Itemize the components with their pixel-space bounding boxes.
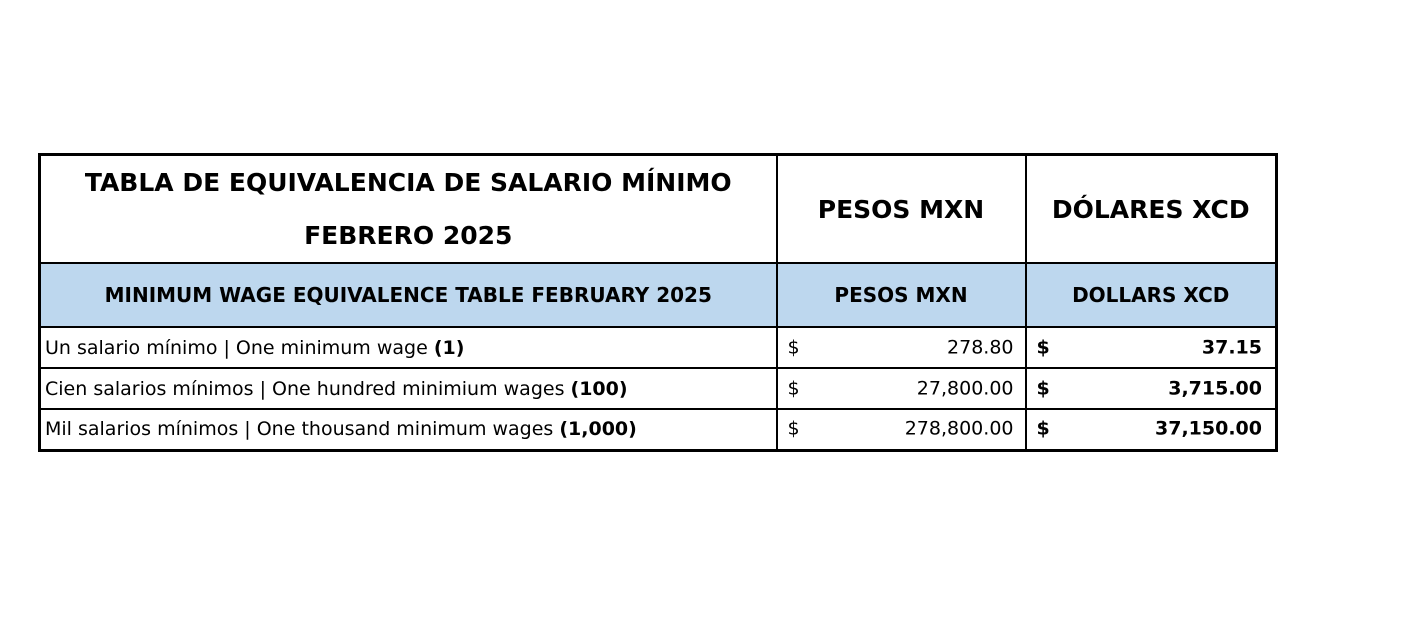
dollars-amount: 37.15 <box>1201 336 1262 359</box>
currency-symbol: $ <box>1036 336 1050 359</box>
dollars-cell <box>1026 327 1277 368</box>
pesos-cell <box>777 409 1026 450</box>
row-label-text: Un salario mínimo | One minimum wage <box>45 336 434 359</box>
pesos-cell <box>777 327 1026 368</box>
pesos-amount: 278.80 <box>947 336 1014 359</box>
table-title-es: TABLA DE EQUIVALENCIA DE SALARIO MÍNIMO FEBRERO 2025 <box>40 155 777 264</box>
wage-equivalence-table <box>38 153 1278 452</box>
pesos-amount: 27,800.00 <box>916 377 1014 400</box>
currency-symbol: $ <box>787 417 800 440</box>
dollars-cell <box>1026 409 1277 450</box>
row-label <box>40 327 777 368</box>
row-label <box>40 368 777 409</box>
currency-symbol: $ <box>1036 377 1050 400</box>
row-label <box>40 409 777 450</box>
column-header-dollars-en: DOLLARS XCD <box>1026 263 1277 327</box>
column-header-pesos-es: PESOS MXN <box>777 155 1026 264</box>
dollars-amount: 37,150.00 <box>1155 417 1262 440</box>
table-row <box>40 409 1277 450</box>
currency-symbol: $ <box>787 377 800 400</box>
column-header-dollars-es: DÓLARES XCD <box>1026 155 1277 264</box>
header-row-es <box>40 155 1277 264</box>
header-row-en <box>40 263 1277 327</box>
row-quantity: (100) <box>570 377 628 400</box>
table-row <box>40 368 1277 409</box>
table-title-en: MINIMUM WAGE EQUIVALENCE TABLE FEBRUARY 2025 <box>40 263 777 327</box>
row-quantity: (1) <box>433 336 465 359</box>
currency-symbol: $ <box>787 336 800 359</box>
dollars-cell <box>1026 368 1277 409</box>
row-label-text: Mil salarios mínimos | One thousand minimum wages <box>45 418 560 441</box>
column-header-pesos-en: PESOS MXN <box>777 263 1026 327</box>
pesos-amount: 278,800.00 <box>904 417 1014 440</box>
pesos-cell <box>777 368 1026 409</box>
dollars-amount: 3,715.00 <box>1168 377 1262 400</box>
row-label-text: Cien salarios mínimos | One hundred minimium wages <box>45 377 571 400</box>
row-quantity: (1,000) <box>559 418 637 441</box>
table-row <box>40 327 1277 368</box>
currency-symbol: $ <box>1036 417 1050 440</box>
